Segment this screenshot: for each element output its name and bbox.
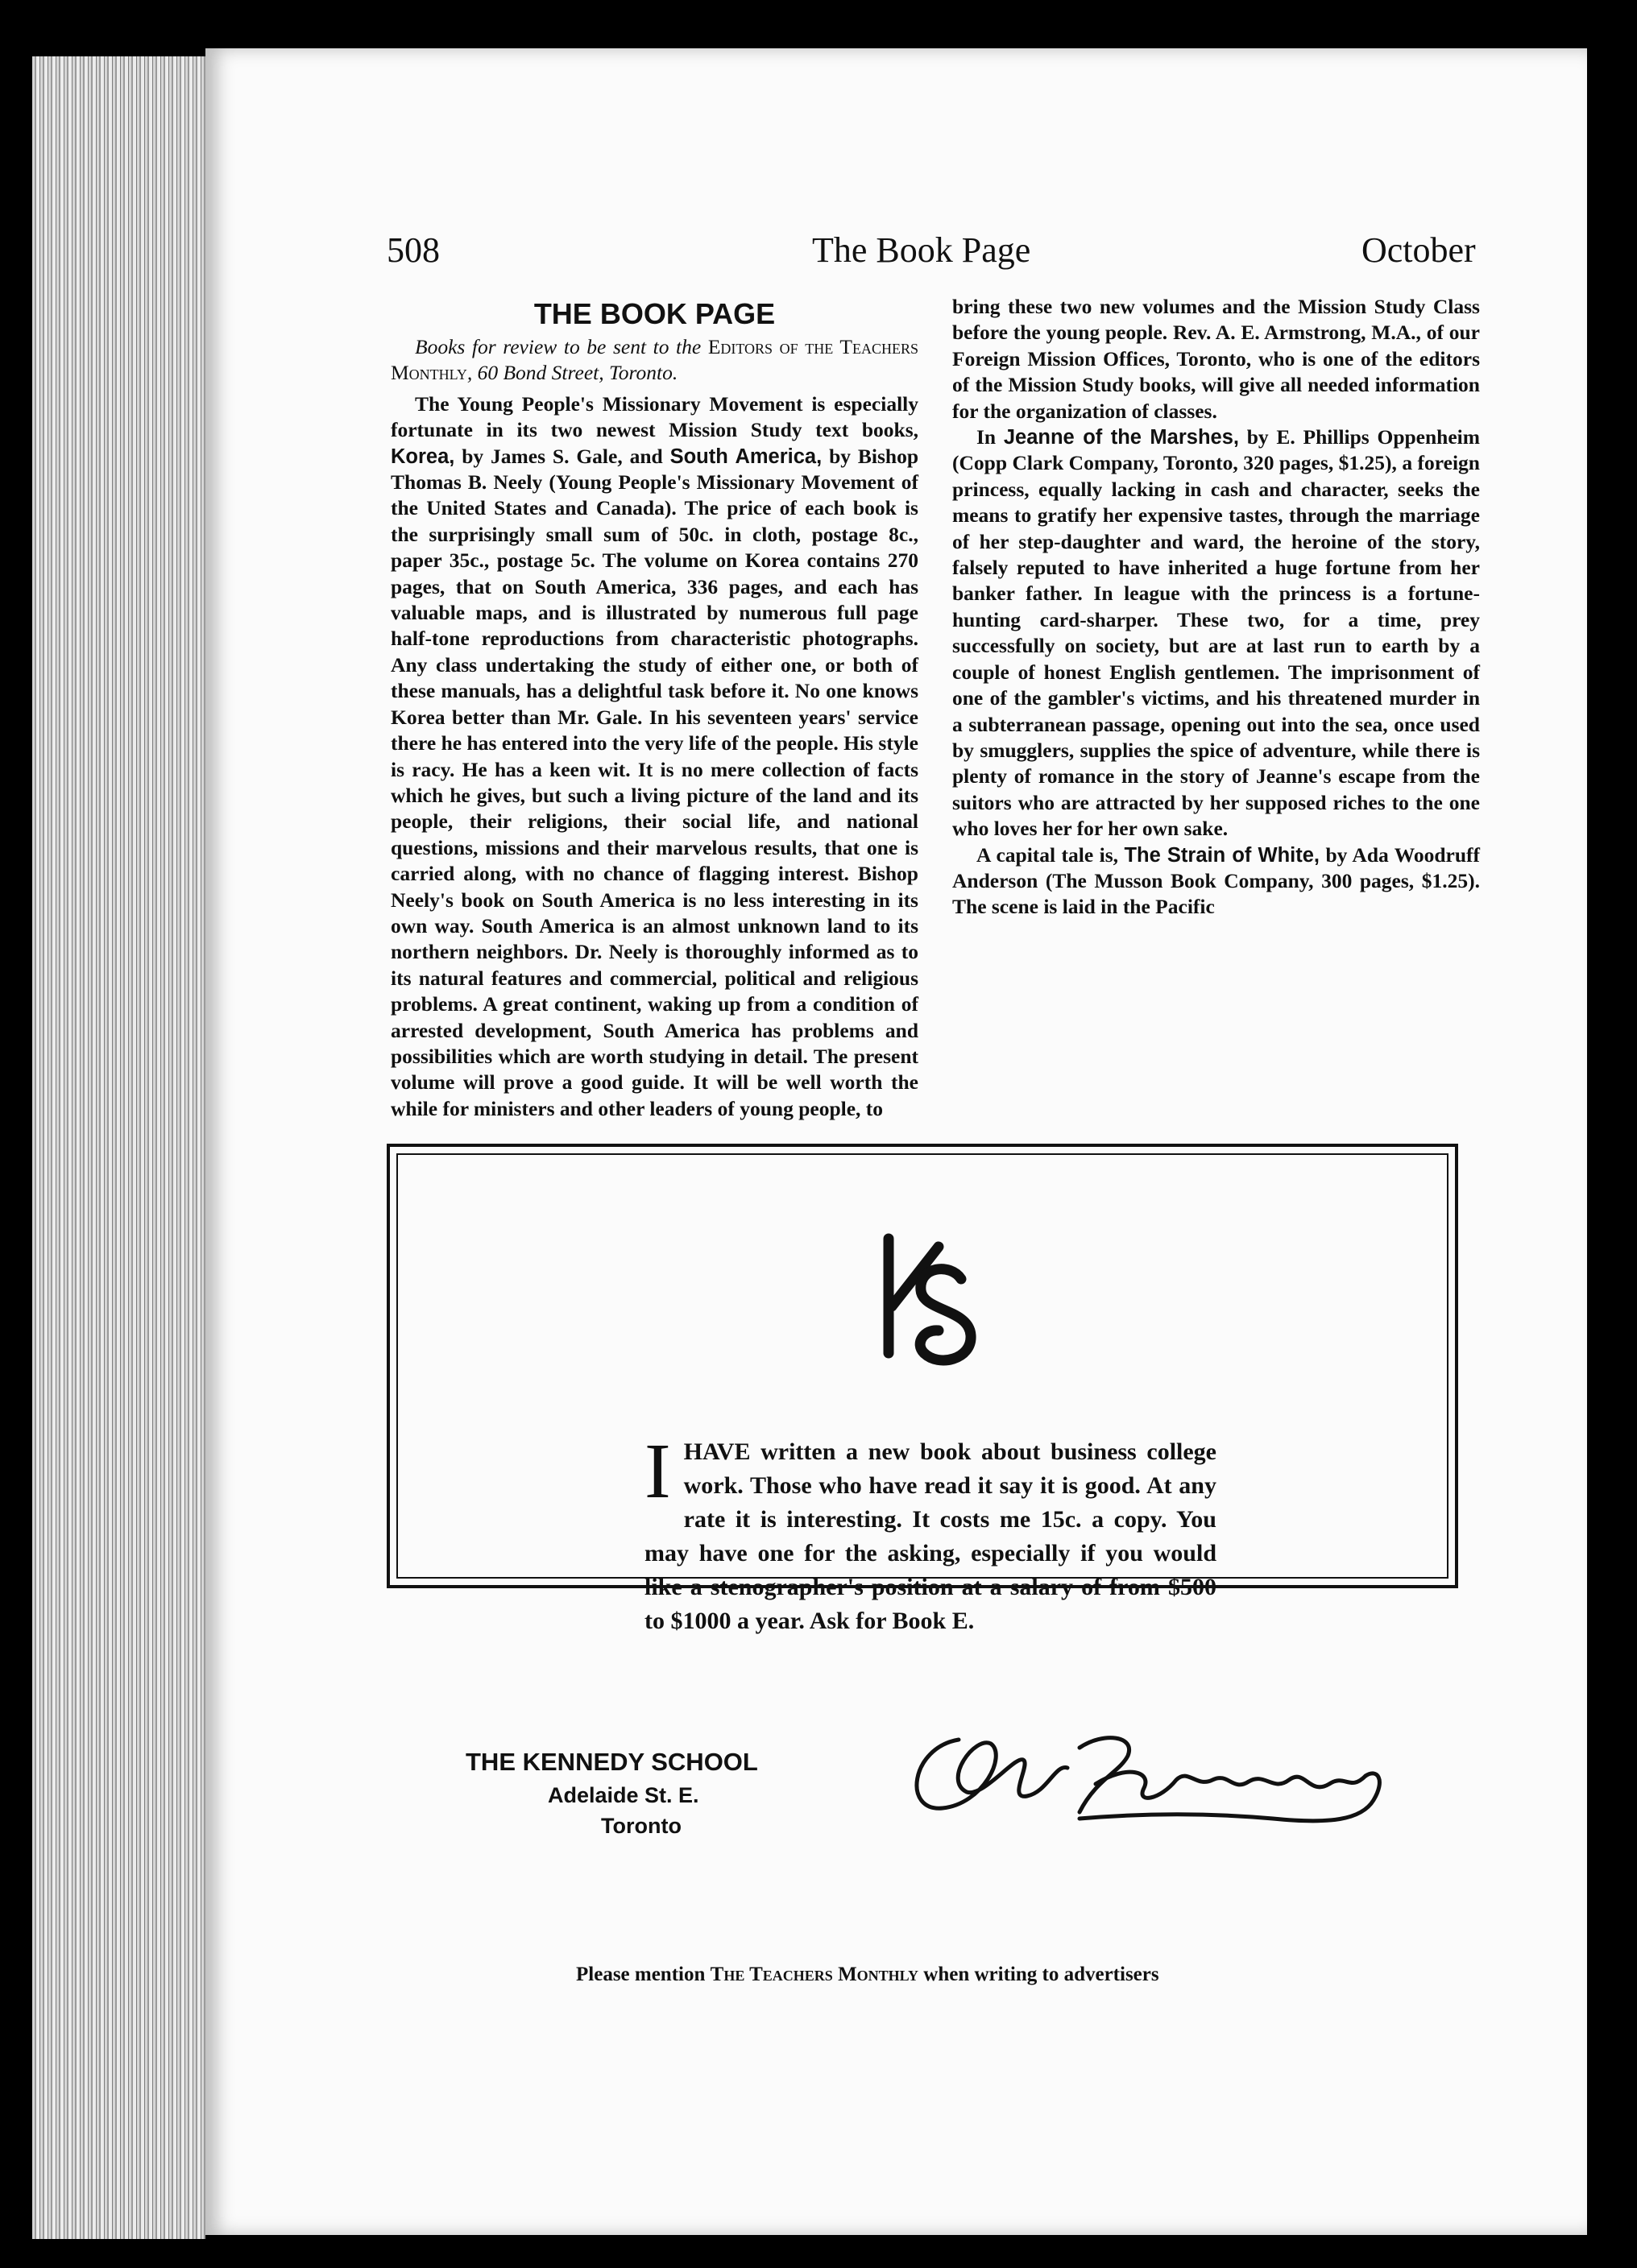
book-title-strain-of-white: The Strain of White,: [1124, 843, 1320, 867]
page-number: 508: [387, 230, 440, 270]
running-title: The Book Page: [812, 230, 1031, 270]
advertisement-text: HAVE written a new book about business college work. Those who have read it say it is good. At any rate it is interesting. It costs me 15c. a copy. You may have one for the asking, especially if you would like a stenographer's position at a salary of from $500 to $1000 a year. Ask for Book E.: [644, 1438, 1216, 1634]
book-title-jeanne-of-the-marshes: Jeanne of the Marshes,: [1003, 426, 1239, 449]
editor-note: Books for review to be sent to the Editors of the Teachers Monthly, 60 Bond Street, Toronto.: [391, 335, 918, 385]
book-page-edges: [32, 56, 205, 2239]
review-strain-of-white: A capital tale is, The Strain of White, by Ada Woodruff Anderson (The Musson Book Company, 300 pages, $1.25). The scene is laid in the Pacific: [952, 842, 1480, 919]
section-heading: THE BOOK PAGE: [533, 297, 776, 330]
drop-cap: I: [644, 1428, 671, 1515]
advertisement-copy: [644, 1428, 1216, 1638]
school-street: Adelaide St. E.: [548, 1783, 699, 1807]
school-name: THE KENNEDY SCHOOL: [466, 1748, 758, 1776]
article-column-left: [391, 294, 918, 1122]
school-city: Toronto: [601, 1814, 682, 1838]
review-korea-south-america: The Young People's Missionary Movement is especially fortunate in its two newest Mission Study text books, Korea, by James S. Gale, and South America, by Bishop Thomas B. Neely (Young People's Missionary Movement of the United States and Canada). The price of each book is the surprisingly small sum of 50c. in cloth, postage 8c., paper 35c., postage 5c. The volume on Korea contains 270 pages, that on South America, 336 pages, and each has valuable maps, and is illustrated by numerous full page half-tone reproductions from characteristic photographs. Any class undertaking the study of either one, or both of these manuals, has a delightful task before it. No one knows Korea better than Mr. Gale. In his seventeen years' service there he has entered into the very life of the people. His style is racy. He has a keen wit. It is no mere collection of facts which he gives, but such a living picture of the land and its people, their religions, their social life, and national questions, missions and their marvelous results, that one is carried along, with no chance of flagging interest. Bishop Neely's book on South America is no less interesting in its own way. South America is an almost unknown land to its northern neighbors. Dr. Neely is thoroughly informed as to its natural features and commercial, political and religious problems. A great continent, waking up from a condition of arrested development, South America has problems and possibilities which are worth studying in detail. The present volume will prove a good guide. It will be well worth the while for ministers and other leaders of young people, to: [391, 391, 918, 1120]
article-column-right-flow: [952, 294, 1480, 921]
ks-monogram-logo: [874, 1232, 987, 1377]
review-jeanne-of-the-marshes: In Jeanne of the Marshes, by E. Phillips Oppenheim (Copp Clark Company, Toronto, 320 pages, $1.25), a foreign princess, equally lacking in cash and character, seeks the means to gratify her expensive tastes, through the marriage of her step-daughter and ward, the heroine of the story, falsely reputed to have inherited a huge fortune from her banker father. In league with the princess is a fortune-hunting card-sharper. These two, for a time, prey successfully on society, but are at last run to earth by a couple of honest English gentlemen. The imprisonment of one of the gambler's victims, and his threatened murder in a subterranean passage, opening out into the sea, once used by smugglers, supplies the spice of adventure, while there is plenty of romance in the story of Jeanne's escape from the suitors who are attracted by her supposed riches to the one who loves her for her own sake.: [952, 425, 1481, 841]
kennedy-signature: [894, 1724, 1418, 1828]
footer-note: Please mention The Teachers Monthly when writing to advertisers: [576, 1964, 1159, 1985]
review-continued: bring these two new volumes and the Mission Study Class before the young people. Rev. A. E. Armstrong, M.A., of our Foreign Mission Offices, Toronto, who is one of the editors of the Mission Study books, will give all needed information for the organization of classes.: [952, 295, 1480, 423]
book-title-korea: Korea,: [391, 445, 455, 468]
running-month: October: [1361, 230, 1476, 270]
book-title-south-america: South America,: [669, 445, 823, 468]
